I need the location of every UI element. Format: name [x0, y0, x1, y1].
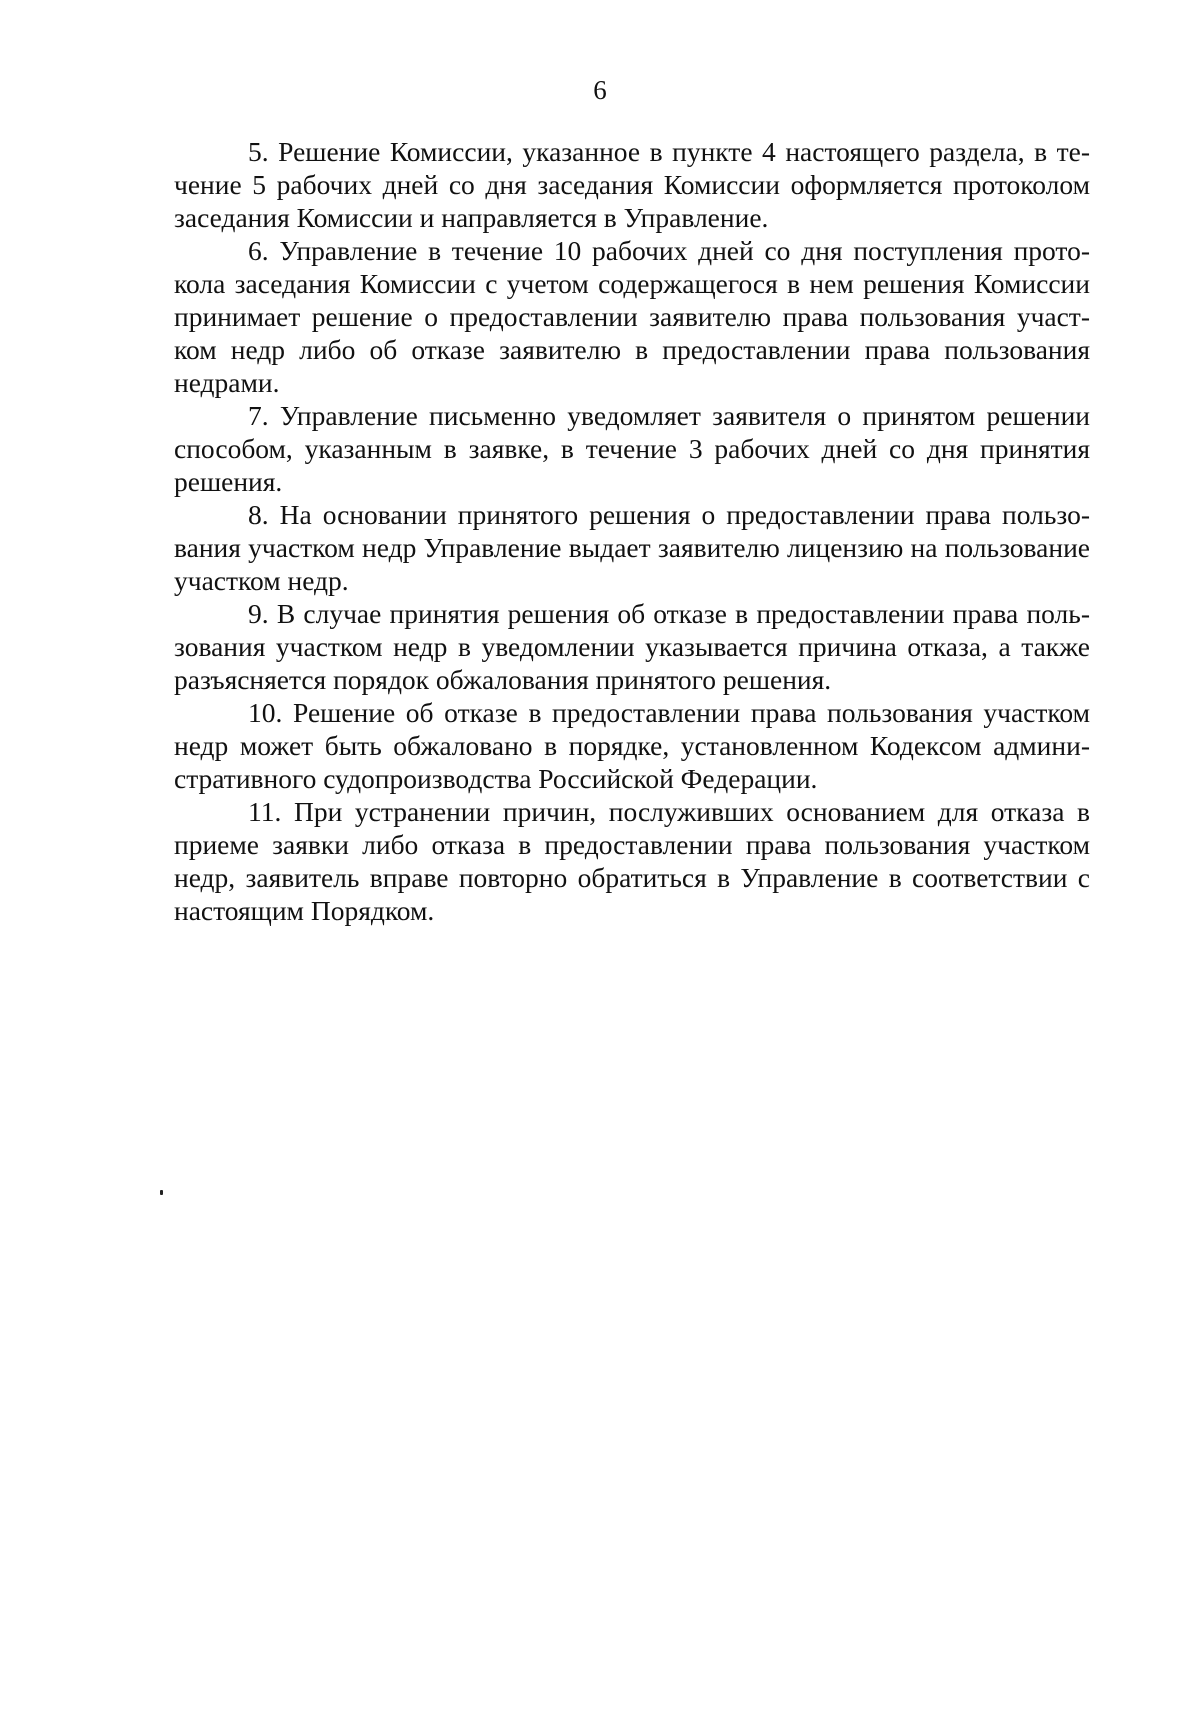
paragraph-7: 7. Управление письменно уведомляет заявителя о принятом решении способом, указанным в заявке, в течение 3 рабочих дней со дня принятия решения.: [174, 400, 1090, 497]
scan-speck: [160, 1190, 163, 1195]
paragraph-6: 6. Управление в течение 10 рабочих дней со дня поступления протокола заседания Комиссии с учетом содержащегося в нем решения Комиссии принимает решение о предоставлении заявителю права пользования участком недр либо об отказе заявителю в предоставлении права пользования недрами.: [174, 235, 1090, 398]
document-body: [174, 135, 1090, 927]
paragraph-5: 5. Решение Комиссии, указанное в пункте 4 настоящего раздела, в течение 5 рабочих дней со дня заседания Комиссии оформляется протоколом заседания Комиссии и направляется в Управление.: [174, 136, 1090, 233]
paragraph-9: 9. В случае принятия решения об отказе в предоставлении права пользования участком недр в уведомлении указывается причина отказа, а также разъясняется порядок обжалования принятого решения.: [174, 598, 1090, 695]
paragraph-11: 11. При устранении причин, послуживших основанием для отказа в приеме заявки либо отказа в предоставлении права пользования участком недр, заявитель вправе повторно обратиться в Управление в соответствии с настоящим Порядком.: [174, 796, 1090, 926]
paragraph-8: 8. На основании принятого решения о предоставлении права пользования участком недр Управление выдает заявителю лицензию на пользование участком недр.: [174, 499, 1090, 596]
paragraph-10: 10. Решение об отказе в предоставлении права пользования участком недр может быть обжаловано в порядке, установленном Кодексом административного судопроизводства Российской Федерации.: [174, 697, 1090, 794]
page-number: 6: [593, 75, 607, 105]
